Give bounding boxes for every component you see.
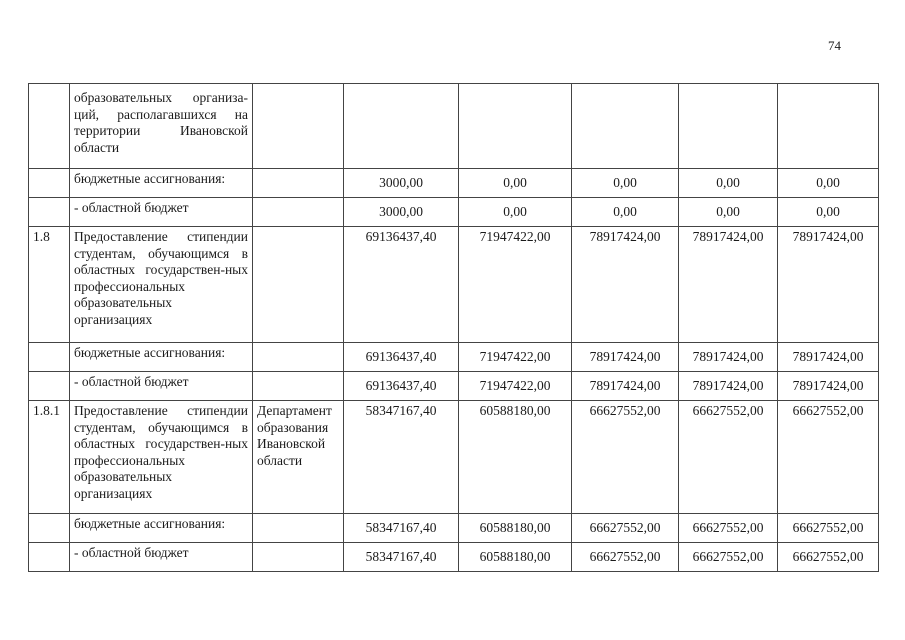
- row-description: - областной бюджет: [70, 372, 253, 401]
- value-cell: 66627552,00: [778, 514, 879, 543]
- row-executor: [253, 514, 344, 543]
- value-cell: 69136437,40: [344, 227, 459, 343]
- row-executor: [253, 169, 344, 198]
- value-cell: [344, 84, 459, 169]
- table-row: [29, 372, 879, 401]
- row-code: 1.8.1: [29, 401, 70, 514]
- value-cell: 78917424,00: [572, 372, 679, 401]
- page-number: 74: [828, 38, 841, 53]
- value-cell: 3000,00: [344, 169, 459, 198]
- value-cell: 66627552,00: [679, 514, 778, 543]
- value-cell: 0,00: [778, 169, 879, 198]
- value-cell: 66627552,00: [679, 401, 778, 514]
- value-cell: 78917424,00: [679, 372, 778, 401]
- value-cell: 60588180,00: [459, 514, 572, 543]
- value-cell: 78917424,00: [778, 227, 879, 343]
- value-cell: 0,00: [459, 169, 572, 198]
- table-row: [29, 227, 879, 343]
- row-description: образовательных организа-ций, располагавшихся на территории Ивановской области: [70, 84, 253, 169]
- value-cell: 71947422,00: [459, 372, 572, 401]
- row-executor: [253, 343, 344, 372]
- table-row: [29, 543, 879, 572]
- row-executor: [253, 198, 344, 227]
- row-executor: [253, 543, 344, 572]
- row-executor: [253, 372, 344, 401]
- row-description: бюджетные ассигнования:: [70, 343, 253, 372]
- value-cell: [459, 84, 572, 169]
- row-description: бюджетные ассигнования:: [70, 514, 253, 543]
- table-row: [29, 84, 879, 169]
- row-code: [29, 543, 70, 572]
- row-code: [29, 372, 70, 401]
- row-executor: [253, 227, 344, 343]
- value-cell: 58347167,40: [344, 543, 459, 572]
- value-cell: 66627552,00: [778, 401, 879, 514]
- row-code: [29, 169, 70, 198]
- value-cell: 78917424,00: [778, 343, 879, 372]
- value-cell: 66627552,00: [679, 543, 778, 572]
- value-cell: 71947422,00: [459, 227, 572, 343]
- row-code: [29, 84, 70, 169]
- value-cell: 58347167,40: [344, 514, 459, 543]
- value-cell: 66627552,00: [778, 543, 879, 572]
- table-row: [29, 401, 879, 514]
- value-cell: [778, 84, 879, 169]
- value-cell: 60588180,00: [459, 543, 572, 572]
- value-cell: 58347167,40: [344, 401, 459, 514]
- value-cell: 66627552,00: [572, 543, 679, 572]
- value-cell: 78917424,00: [572, 343, 679, 372]
- row-code: [29, 343, 70, 372]
- value-cell: 69136437,40: [344, 372, 459, 401]
- value-cell: 78917424,00: [778, 372, 879, 401]
- budget-table: [28, 83, 879, 572]
- row-description: Предоставление стипендии студентам, обучающимся в областных государствен-ных профессиональных образовательных организациях: [70, 401, 253, 514]
- value-cell: 69136437,40: [344, 343, 459, 372]
- value-cell: [679, 84, 778, 169]
- value-cell: 0,00: [679, 198, 778, 227]
- value-cell: 0,00: [679, 169, 778, 198]
- table-row: [29, 514, 879, 543]
- row-description: Предоставление стипендии студентам, обучающимся в областных государствен-ных профессиональных образовательных организациях: [70, 227, 253, 343]
- value-cell: 78917424,00: [679, 343, 778, 372]
- row-executor: Департамент образования Ивановской области: [253, 401, 344, 514]
- value-cell: 0,00: [572, 198, 679, 227]
- value-cell: 60588180,00: [459, 401, 572, 514]
- row-code: [29, 198, 70, 227]
- value-cell: [572, 84, 679, 169]
- value-cell: 71947422,00: [459, 343, 572, 372]
- row-description: - областной бюджет: [70, 543, 253, 572]
- table-row: [29, 198, 879, 227]
- row-code: [29, 514, 70, 543]
- value-cell: 0,00: [572, 169, 679, 198]
- value-cell: 0,00: [778, 198, 879, 227]
- value-cell: 3000,00: [344, 198, 459, 227]
- row-description: бюджетные ассигнования:: [70, 169, 253, 198]
- table-row: [29, 343, 879, 372]
- value-cell: 78917424,00: [572, 227, 679, 343]
- row-code: 1.8: [29, 227, 70, 343]
- value-cell: 66627552,00: [572, 401, 679, 514]
- value-cell: 78917424,00: [679, 227, 778, 343]
- value-cell: 66627552,00: [572, 514, 679, 543]
- row-executor: [253, 84, 344, 169]
- table-row: [29, 169, 879, 198]
- value-cell: 0,00: [459, 198, 572, 227]
- row-description: - областной бюджет: [70, 198, 253, 227]
